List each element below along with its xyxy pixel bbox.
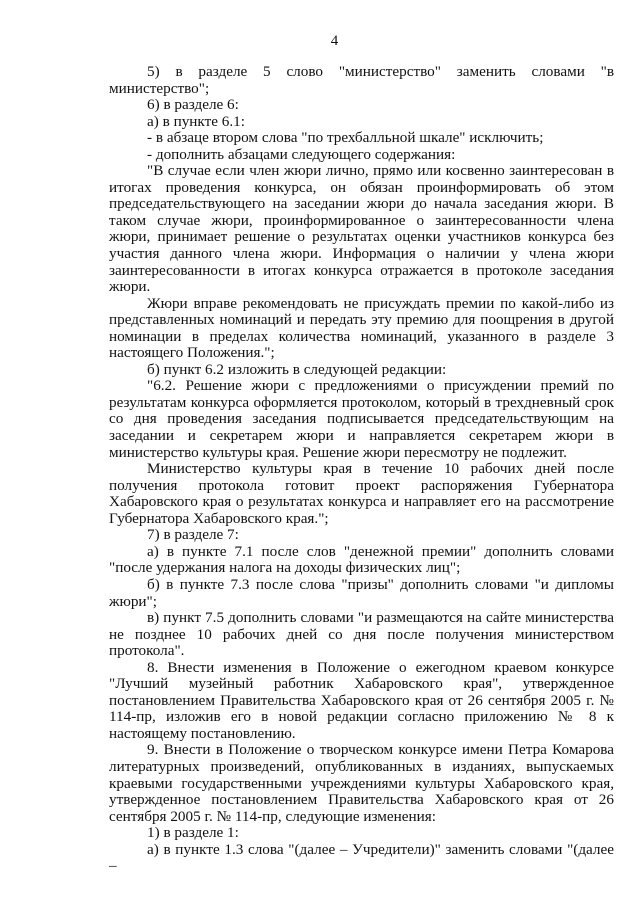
paragraph: "В случае если член жюри лично, прямо или косвенно заинтересован в итогах проведения конкурса, он обязан проинформировать об этом председательствующего на заседании жюри до начала заседания жюри. В таком случае жюри, проинформированное о заинтересованности члена жюри, принимает решение о результатах оценки участников конкурса без участия данного члена жюри. Информация о наличии у члена жюри заинтересованности в итогах конкурса отражается в протоколе заседания жюри. <box>109 162 614 296</box>
paragraph: 8. Внести изменения в Положение о ежегодном краевом конкурсе "Лучший музейный работник Хабаровского края", утвержденное постановлением Правительства Хабаровского края от 26 сентября 2005 г. № 114-пр, изложив его в новой редакции согласно приложению № 8 к настоящему постановлению. <box>109 658 614 742</box>
paragraph: 7) в разделе 7: <box>147 526 239 544</box>
paragraph: 9. Внести в Положение о творческом конкурсе имени Петра Комарова литературных произведений, опубликованных в изданиях, выпускаемых краевыми государственными учреждениями культуры Хабаровского края, утвержденное постановлением Правительства Хабаровского края от 26 сентября 2005 г. № 114-пр, следующие изменения: <box>109 741 614 825</box>
paragraph: "6.2. Решение жюри с предложениями о присуждении премий по результатам конкурса оформляется протоколом, который в трехдневный срок со дня проведения заседания подписывается председательствующим на заседании и секретарем жюри и направляется секретарем жюри в министерство культуры края. Решение жюри пересмотру не подлежит. <box>109 377 614 461</box>
paragraph: Министерство культуры края в течение 10 рабочих дней после получения протокола готовит проект распоряжения Губернатора Хабаровского края о результатах конкурса и направляет его на рассмотрение Губернатора Хабаровского края."; <box>109 460 614 527</box>
paragraph: б) пункт 6.2 изложить в следующей редакции: <box>147 360 447 378</box>
paragraph: 1) в разделе 1: <box>147 824 239 842</box>
paragraph: - дополнить абзацами следующего содержания: <box>147 145 456 163</box>
paragraph: а) в пункте 7.1 после слов "денежной премии" дополнить словами "после удержания налога на доходы физических лиц"; <box>109 542 614 577</box>
paragraph: б) в пункте 7.3 после слова "призы" дополнить словами "и дипломы жюри"; <box>109 575 614 610</box>
paragraph: - в абзаце втором слова "по трехбалльной шкале" исключить; <box>147 129 544 147</box>
page-number: 4 <box>330 33 339 49</box>
paragraph: 5) в разделе 5 слово "министерство" заменить словами "в министерство"; <box>109 63 614 97</box>
paragraph: а) в пункте 1.3 слова "(далее – Учредители)" заменить словами "(далее – <box>109 840 614 875</box>
document-body <box>109 64 614 875</box>
paragraph: 6) в разделе 6: <box>147 96 239 114</box>
paragraph: в) пункт 7.5 дополнить словами "и размещаются на сайте министерства не позднее 10 рабочих дней со дня после получения министерством протокола". <box>109 609 614 660</box>
paragraph: а) в пункте 6.1: <box>147 112 245 130</box>
paragraph: Жюри вправе рекомендовать не присуждать премии по какой-либо из представленных номинаций и передать эту премию для поощрения в другой номинации в пределах количества номинаций, указанного в разделе 3 настоящего Положения."; <box>109 294 614 362</box>
